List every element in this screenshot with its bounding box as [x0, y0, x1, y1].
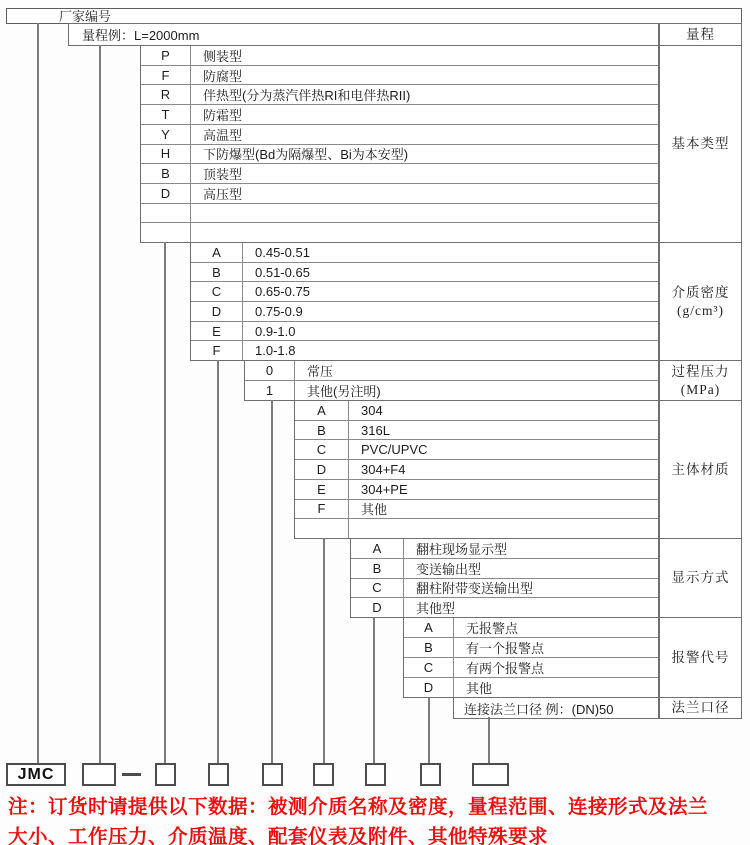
connector-line-display	[373, 617, 375, 763]
factory-code-label: 厂家编号	[59, 8, 112, 24]
connector-line-alarm	[428, 697, 430, 763]
table-row	[295, 459, 658, 479]
connector-line-density	[217, 360, 219, 763]
alarm-code-cell: B	[404, 638, 454, 657]
density-desc-cell: 0.45-0.51	[255, 244, 310, 260]
table-row	[454, 698, 658, 718]
alarm-code-cell: D	[404, 678, 454, 697]
display-code-cell: D	[351, 598, 404, 617]
factory-code-box	[6, 8, 742, 24]
density-code-cell: E	[191, 322, 243, 341]
material-code-cell: B	[295, 421, 349, 440]
table-row	[141, 46, 658, 65]
flange-size-table	[453, 697, 659, 719]
section-label-pressure: 过程压力 (MPa)	[659, 360, 742, 401]
dash-separator	[122, 773, 141, 776]
table-row	[141, 65, 658, 85]
table-row	[191, 281, 658, 301]
ordering-note-line1: 注：订货时请提供以下数据：被测介质名称及密度，量程范围、连接形式及法兰	[8, 796, 709, 818]
basic-desc-cell: 高温型	[203, 127, 243, 143]
density-desc-cell: 0.65-0.75	[255, 284, 310, 300]
pressure-desc-cell: 常压	[307, 364, 334, 379]
ordering-note-line2: 大小、工作压力、介质温度、配套仪表及附件、其他特殊要求	[8, 826, 549, 845]
basic-code-cell	[141, 223, 191, 242]
basic-code-cell: R	[141, 85, 191, 104]
density-desc-cell: 0.9-1.0	[255, 323, 296, 339]
basic-desc-cell: 高压型	[203, 186, 243, 202]
material-code-cell: F	[295, 500, 349, 519]
basic-code-cell: P	[141, 46, 191, 65]
section-label-flange: 法兰口径	[659, 697, 742, 719]
table-row	[141, 84, 658, 104]
material-desc-cell: 304	[361, 402, 383, 418]
range-example-row	[68, 23, 659, 46]
table-row	[404, 677, 658, 697]
table-row	[404, 618, 658, 637]
table-row	[351, 558, 658, 578]
pressure-table	[244, 360, 659, 401]
code-box-alarm	[420, 763, 441, 786]
category-label-column	[659, 23, 742, 719]
table-row	[351, 539, 658, 558]
connector-line-pressure	[271, 400, 273, 763]
table-row	[141, 163, 658, 183]
basic-desc-cell: 伴热型(分为蒸汽伴热RI和电伴热RII)	[203, 88, 411, 104]
table-row	[351, 597, 658, 617]
code-box-basic-type	[155, 763, 176, 786]
connector-line-material	[323, 538, 325, 763]
display-desc-cell: 其他型	[416, 601, 456, 617]
section-label-alarm: 报警代号	[659, 617, 742, 698]
section-label-basic-type: 基本类型	[659, 45, 742, 243]
table-row	[295, 479, 658, 499]
table-row	[141, 183, 658, 203]
density-code-cell: D	[191, 302, 243, 321]
basic-code-cell: H	[141, 145, 191, 164]
connector-line-range	[99, 45, 101, 763]
basic-desc-cell: 防霜型	[203, 107, 243, 123]
table-row	[191, 321, 658, 341]
material-desc-cell: 304+PE	[361, 481, 408, 497]
display-desc-cell: 变送输出型	[416, 561, 482, 577]
connector-line-basic-type	[164, 242, 166, 763]
density-code-cell: C	[191, 282, 243, 301]
material-desc-cell	[349, 519, 658, 538]
material-desc-cell: PVC/UPVC	[361, 442, 428, 458]
model-prefix-box: JMC	[6, 763, 66, 786]
basic-desc-cell: 下防爆型(Bd为隔爆型、Bi为本安型)	[203, 147, 409, 163]
code-box-pressure	[262, 763, 283, 786]
pressure-code-cell: 1	[245, 381, 295, 400]
basic-code-cell	[141, 204, 191, 223]
alarm-desc-cell: 有两个报警点	[466, 661, 545, 676]
alarm-code-table	[403, 617, 659, 698]
table-row	[191, 243, 658, 262]
material-desc-cell: 其他	[361, 502, 388, 518]
table-row	[141, 104, 658, 124]
material-code-cell: D	[295, 460, 349, 479]
range-example-text: 量程例：L=2000mm	[82, 28, 200, 43]
basic-type-table	[140, 45, 659, 243]
alarm-code-cell: C	[404, 658, 454, 677]
material-code-cell: A	[295, 401, 349, 420]
table-row	[295, 518, 658, 538]
material-code-cell	[295, 519, 349, 538]
table-row	[295, 439, 658, 459]
table-row	[295, 420, 658, 440]
density-desc-cell: 1.0-1.8	[255, 343, 296, 359]
basic-code-cell: T	[141, 105, 191, 124]
connector-line-factory	[37, 23, 39, 763]
ordering-note	[8, 792, 748, 845]
material-desc-cell: 316L	[361, 422, 390, 438]
display-code-cell: B	[351, 559, 404, 578]
material-code-cell: E	[295, 480, 349, 499]
code-box-material	[313, 763, 334, 786]
alarm-desc-cell: 无报警点	[466, 621, 519, 636]
density-code-cell: B	[191, 263, 243, 282]
basic-code-cell: F	[141, 66, 191, 85]
table-row	[141, 222, 658, 242]
display-desc-cell: 翻柱附带变送输出型	[416, 581, 534, 597]
density-desc-cell: 0.75-0.9	[255, 303, 303, 319]
material-table	[294, 400, 659, 539]
section-label-display: 显示方式	[659, 538, 742, 618]
display-desc-cell: 翻柱现场显示型	[416, 541, 508, 557]
basic-code-cell: B	[141, 164, 191, 183]
material-code-cell: C	[295, 440, 349, 459]
table-row	[404, 657, 658, 677]
density-table	[190, 242, 659, 361]
basic-code-cell: D	[141, 184, 191, 203]
table-row	[295, 401, 658, 420]
table-row	[141, 203, 658, 223]
table-row	[404, 637, 658, 657]
alarm-desc-cell: 其他	[466, 681, 493, 696]
material-desc-cell: 304+F4	[361, 462, 406, 478]
section-label-density: 介质密度 (g/cm³)	[659, 242, 742, 361]
table-row	[295, 499, 658, 519]
code-box-display	[365, 763, 386, 786]
display-code-cell: C	[351, 579, 404, 598]
code-box-density	[208, 763, 229, 786]
display-mode-table	[350, 538, 659, 618]
code-box-range	[82, 763, 116, 786]
basic-code-cell: Y	[141, 125, 191, 144]
table-row	[141, 124, 658, 144]
table-row	[191, 262, 658, 282]
pressure-desc-cell: 其他(另注明)	[307, 384, 381, 399]
density-code-cell: F	[191, 341, 243, 360]
basic-desc-cell: 防腐型	[203, 68, 243, 84]
connector-line-flange	[488, 717, 490, 763]
table-row	[351, 578, 658, 598]
display-code-cell: A	[351, 539, 404, 558]
table-row	[191, 340, 658, 360]
code-box-flange	[472, 763, 509, 786]
density-desc-cell: 0.51-0.65	[255, 264, 310, 280]
basic-desc-cell: 侧装型	[203, 48, 243, 64]
section-label-material: 主体材质	[659, 400, 742, 539]
basic-desc-cell	[191, 204, 658, 223]
basic-desc-cell	[191, 223, 658, 242]
table-row	[245, 361, 658, 380]
basic-desc-cell: 顶装型	[203, 167, 243, 183]
table-row	[245, 380, 658, 400]
flange-size-text: 连接法兰口径 例：(DN)50	[464, 701, 614, 717]
density-code-cell: A	[191, 243, 243, 262]
table-row	[141, 144, 658, 164]
alarm-code-cell: A	[404, 618, 454, 637]
section-label-range: 量程	[659, 23, 742, 46]
pressure-code-cell: 0	[245, 361, 295, 380]
table-row	[191, 301, 658, 321]
alarm-desc-cell: 有一个报警点	[466, 641, 545, 656]
